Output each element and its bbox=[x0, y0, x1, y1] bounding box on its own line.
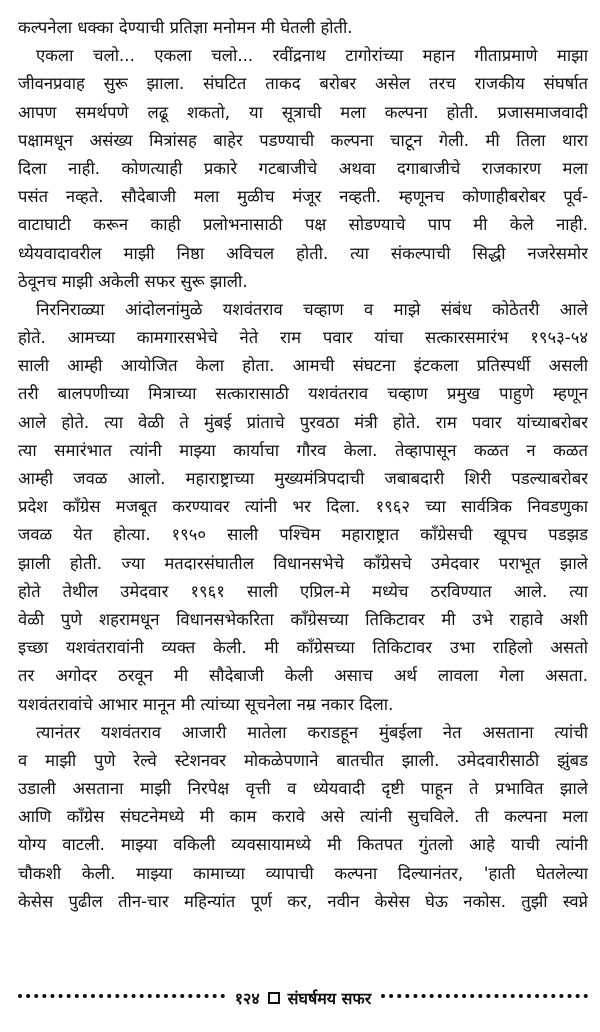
text-line: पसंत नव्हते. सौदेबाजी मला मुळीच मंजूर नव्हती. म्हणूनच कोणाहीबरोबर पूर्व- bbox=[18, 187, 588, 207]
text-line: जीवनप्रवाह सुरू झाला. संघटित ताकद बरोबर असेल तरच राजकीय संघर्षात bbox=[18, 74, 588, 94]
text-line: झाली होती. ज्या मतदारसंघातील विधानसभेचे काँग्रेसचे उमेदवार पराभूत झाले bbox=[18, 553, 588, 573]
text-line: साली आम्ही आयोजित केला होता. आमची संघटना इंटकला प्रतिस्पर्धी असली bbox=[18, 356, 588, 376]
text-line: त्यानंतर यशवंतराव आजारी मातेला कराडहून मुंबईला नेत असताना त्यांची bbox=[36, 722, 588, 742]
page-footer bbox=[18, 986, 588, 1010]
chapter-title: संघर्षमय सफर bbox=[287, 989, 372, 1008]
text-line: व माझी पुणे रेल्वे स्टेशनवर मोकळेपणाने बातचीत झाली. उमेदवारीसाठी झुंबड bbox=[18, 750, 588, 770]
text-line: उडाली असताना माझी निरपेक्ष वृत्ती व ध्येयवादी दृष्टी पाहून ते प्रभावित झाले bbox=[18, 779, 588, 799]
text-line: यशवंतरावांचे आभार मानून मी त्यांच्या सूचनेला नम्र नकार दिला. bbox=[18, 694, 394, 714]
text-line: त्या समारंभात त्यांनी माझ्या कार्याचा गौरव केला. तेव्हापासून कळत न कळत bbox=[18, 440, 588, 460]
text-line: प्रदेश काँग्रेस मजबूत करण्यावर त्यांनी भर दिला. १९६२ च्या सार्वत्रिक निवडणुका bbox=[18, 497, 588, 517]
text-line: निरनिराळ्या आंदोलनांमुळे यशवंतराव चव्हाण व माझे संबंध कोठेतरी आले bbox=[36, 299, 588, 319]
text-line: होते. आमच्या कामगारसभेचे नेते राम पवार यांचा सत्कारसमारंभ १९५३-५४ bbox=[18, 328, 588, 348]
page-number: १२४ bbox=[234, 989, 260, 1008]
text-line: ध्येयवादावरील माझी निष्ठा अविचल होती. त्या संकल्पाची सिद्धी नजरेसमोर bbox=[18, 243, 588, 263]
footer-dotted-rule-left bbox=[18, 994, 225, 1002]
footer-dotted-rule-right bbox=[381, 994, 588, 1002]
text-line: दिला नाही. कोणत्याही प्रकारे गटबाजीचे अथवा दगाबाजीचे राजकारण मला bbox=[18, 158, 588, 178]
text-line: आले होते. त्या वेळी ते मुंबई प्रांताचे पुरवठा मंत्री होते. राम पवार यांच्याबरोबर bbox=[18, 412, 588, 432]
text-line: चौकशी केली. माझ्या कामाच्या व्यापाची कल्पना दिल्यानंतर, 'हाती घेतलेल्या bbox=[18, 863, 588, 883]
text-line: आणि काँग्रेस संघटनेमध्ये मी काम करावे असे त्यांनी सुचविले. ती कल्पना मला bbox=[18, 807, 588, 827]
text-line: केसेस पुढील तीन-चार महिन्यांत पूर्ण कर, नवीन केसेस घेऊ नकोस. तुझी स्वप्ने bbox=[18, 891, 588, 911]
square-bullet-icon bbox=[268, 992, 280, 1004]
text-line: तर अगोदर ठरवून मी सौदेबाजी केली असाच अर्थ लावला गेला असता. bbox=[18, 666, 588, 686]
text-line: आपण समर्थपणे लढू शकतो, या सूत्राची मला कल्पना होती. प्रजासमाजवादी bbox=[18, 102, 588, 122]
text-line: वेळी पुणे शहरामधून विधानसभेकरिता काँग्रेसच्या तिकिटावर मी उभे राहावे अशी bbox=[18, 609, 588, 629]
text-line: होते तेथील उमेदवार १९६१ साली एप्रिल-मे मध्येच ठरविण्यात आले. त्या bbox=[18, 581, 588, 601]
text-line: ठेवूनच माझी अकेली सफर सुरू झाली. bbox=[18, 271, 248, 291]
text-line: तरी बालपणीच्या मित्राच्या सत्कारासाठी यशवंतराव चव्हाण प्रमुख पाहुणे म्हणून bbox=[18, 384, 588, 404]
text-line: आम्ही जवळ आलो. महाराष्ट्राच्या मुख्यमंत्रिपदाची जबाबदारी शिरी पडल्याबरोबर bbox=[18, 469, 588, 488]
text-line: योग्य वाटली. माझ्या वकिली व्यवसायामध्ये मी कितपत गुंतलो आहे याची त्यांनी bbox=[18, 835, 588, 855]
text-line: जवळ येत होत्या. १९५० साली पश्चिम महाराष्ट्रात काँग्रेसची खूपच पडझड bbox=[18, 525, 588, 545]
text-line: कल्पनेला धक्का देण्याची प्रतिज्ञा मनोमन मी घेतली होती. bbox=[18, 18, 353, 37]
text-line: इच्छा यशवंतरावांनी व्यक्त केली. मी काँग्रेसच्या तिकिटावर उभा राहिलो असतो bbox=[18, 638, 588, 658]
text-line: एकला चलो... एकला चलो... रवींद्रनाथ टागोरांच्या महान गीताप्रमाणे माझा bbox=[36, 46, 588, 66]
text-line: वाटाघाटी करून काही प्रलोभनासाठी पक्ष सोडण्याचे पाप मी केले नाही. bbox=[18, 215, 588, 235]
page-body bbox=[18, 14, 588, 916]
footer-label bbox=[225, 987, 382, 1009]
text-line: पक्षामधून असंख्य मित्रांसह बाहेर पडण्याची कल्पना चाटून गेली. मी तिला थारा bbox=[18, 130, 588, 150]
